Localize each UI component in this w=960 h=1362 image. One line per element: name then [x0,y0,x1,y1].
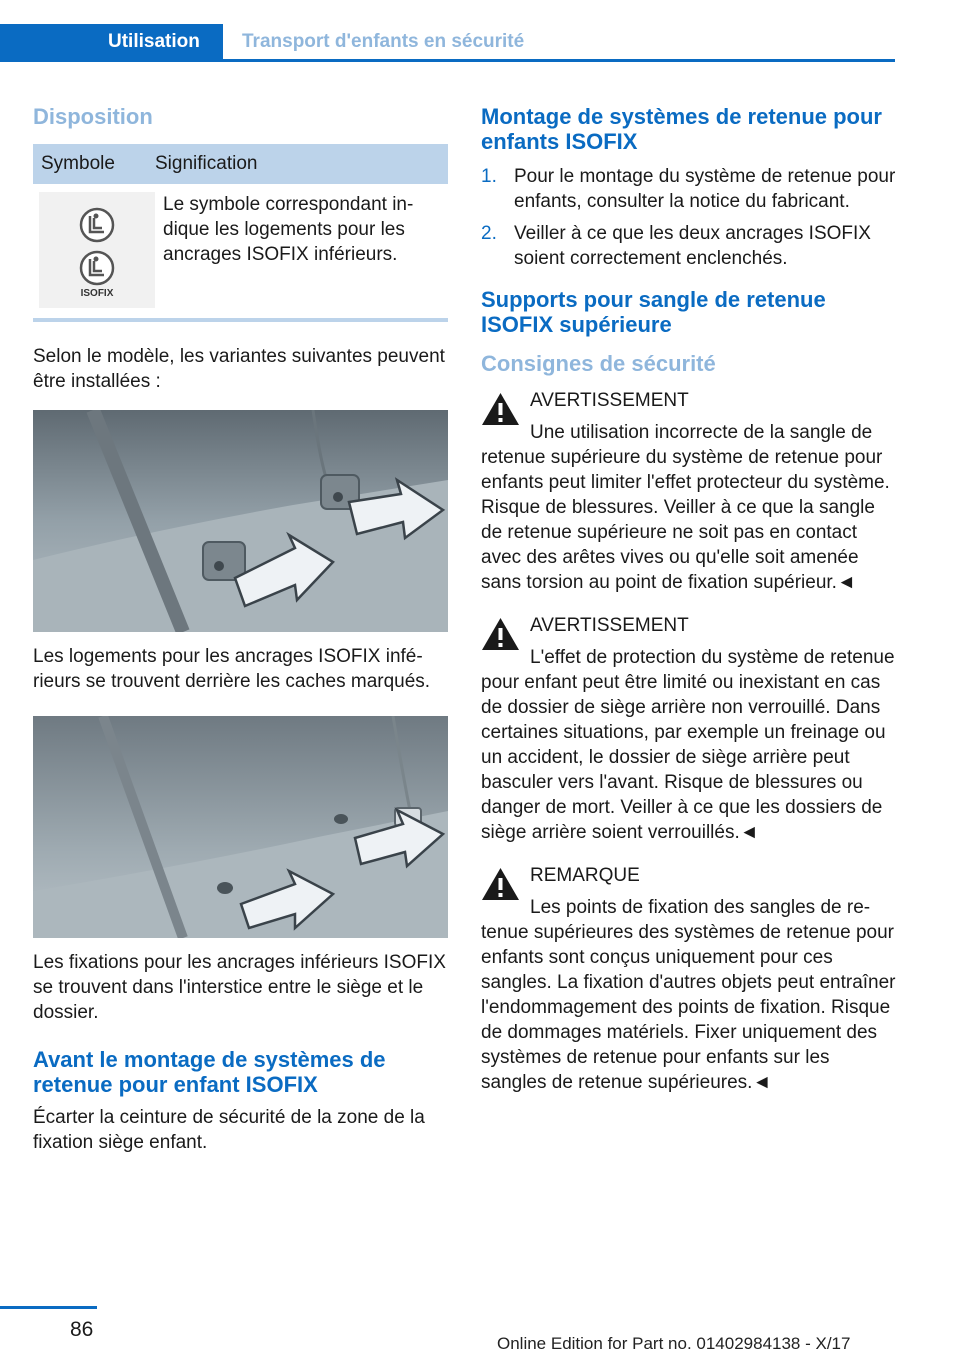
warning-block [481,388,896,595]
step-number: 1. [481,166,497,187]
right-column [481,100,896,1095]
footer-rule [0,1306,97,1309]
page-header [0,24,895,62]
supports-heading: Supports pour sangle de retenue ISOFIX supérieure [481,287,826,337]
warning-block [481,613,896,845]
isofix-anchor-photo-1 [33,410,448,632]
edition-info: Online Edition for Part no. 01402984138 - X/17 [497,1334,851,1353]
symbol-meaning-text: Le symbole correspondant indique les logements pour les ancrages ISOFIX inférieurs. [163,194,414,265]
page-number: 86 [70,1318,94,1341]
symbol-table-row [33,184,448,322]
list-item [481,164,896,214]
before-mounting-text: Écarter la ceinture de sécurité de la zone de la fixation siège enfant. [33,1107,425,1153]
step-number: 2. [481,223,497,244]
warning-label: AVERTISSEMENT [530,615,689,636]
disposition-heading: Disposition [33,104,153,129]
warning-label: AVERTISSEMENT [530,390,689,411]
isofix-symbol-label: ISOFIX [80,288,114,299]
col-symbol-header: Symbole [41,153,115,174]
warning-triangle-icon [481,617,520,651]
safety-heading: Consignes de sécurité [481,351,716,376]
col-meaning-header: Signification [155,153,258,174]
symbol-table-header [33,144,448,184]
step-text: Veiller à ce que les deux ancrages ISOFIX soient correctement enclenchés. [514,223,871,269]
notice-text: Les points de fixation des sangles de retenue supérieures des systèmes de retenue pour enfants sont conçus uniquement pour ces sangles. La fixation d'autres objets peut entraîner l'endommagement des points de fixation. Risque de dommages matériels. Fixer uniquement des systèmes de retenue pour enfants sur les sangles de retenue supérieures.◄ [481,897,896,1093]
warning-triangle-icon [481,392,520,426]
notice-block [481,863,896,1095]
warning-text: L'effet de protection du système de retenue pour enfant peut être limité ou inexistant en cas de dossier de siège arrière non verrouillé. Dans certaines situations, par exemple un freinage ou un accident, le dossier de siège arrière peut basculer vers l'avant. Risque de blessures ou danger de mort. Veiller à ce que les dossiers de siège arrière soient verrouillés.◄ [481,647,895,843]
notice-label: REMARQUE [530,865,640,886]
tab-section-title[interactable]: Transport d'enfants en sécurité [242,31,525,52]
warning-triangle-icon [481,867,520,901]
list-item [481,221,896,271]
warning-text: Une utilisation incorrecte de la sangle de retenue supérieure du système de retenue pour enfants peut limiter l'effet protecteur du système. Risque de blessures. Veiller à ce que la sangle de retenue supérieure ne soit pas en contact avec des arêtes vives ou qu'elle soit amenée sans torsion au point de fixation supérieur.◄ [481,422,890,593]
variants-intro: Selon le modèle, les variantes suivantes peuvent être installées : [33,346,445,392]
caption-photo-2: Les fixations pour les ancrages inférieurs ISOFIX se trouvent dans l'interstice entre le siège et le dossier. [33,952,446,1023]
left-column [33,100,448,1155]
mounting-steps [481,164,896,271]
tab-utilisation[interactable]: Utilisation [0,24,223,59]
before-mounting-heading: Avant le montage de systèmes de retenue pour enfant ISOFIX [33,1047,386,1097]
symbol-table [33,144,448,322]
isofix-anchor-photo-2 [33,716,448,938]
step-text: Pour le montage du système de retenue pour enfants, consulter la notice du fabricant. [514,166,896,212]
isofix-child-seat-icon [39,192,155,308]
caption-photo-1: Les logements pour les ancrages ISOFIX inférieurs se trouvent derrière les caches marqués. [33,646,431,692]
isofix-symbol [39,192,155,308]
mounting-heading: Montage de systèmes de retenue pour enfants ISOFIX [481,104,882,154]
